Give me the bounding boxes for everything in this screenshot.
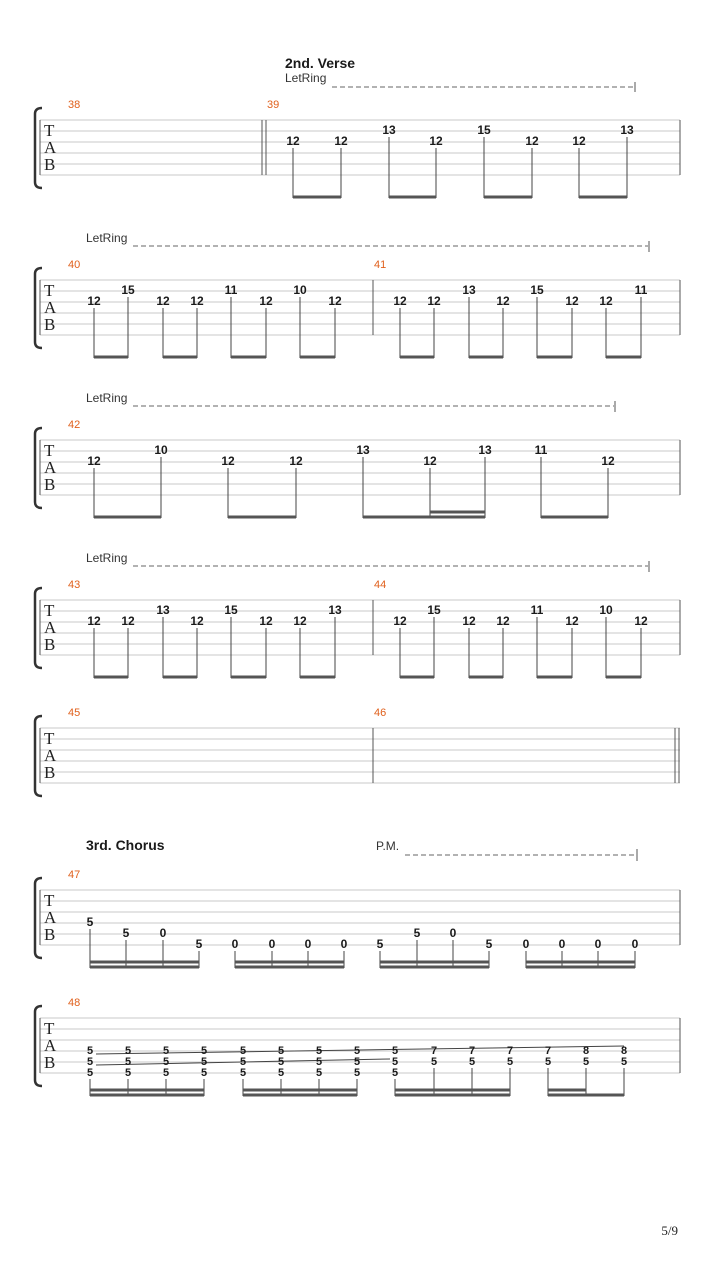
fret-number: 13 — [156, 603, 170, 617]
note-stems — [94, 457, 608, 518]
fret-number: 5 — [277, 1067, 285, 1079]
fret-number: 12 — [87, 614, 101, 628]
tab-letter-a: A — [44, 746, 57, 765]
fret-number: 12 — [525, 134, 539, 148]
section-title-chorus: 3rd. Chorus — [86, 837, 165, 853]
fret-number: 12 — [121, 614, 135, 628]
tab-letter-b: B — [44, 315, 56, 334]
measure-48-chords — [87, 1045, 627, 1079]
fret-number: 7 — [468, 1045, 476, 1057]
tab-letter-b: B — [44, 763, 56, 782]
fret-number: 12 — [496, 614, 510, 628]
measure-39-notes — [286, 123, 634, 198]
fret-number: 12 — [259, 294, 273, 308]
fret-number: 5 — [200, 1045, 208, 1057]
fret-number: 13 — [620, 123, 634, 137]
tab-system-3 — [35, 391, 680, 518]
fret-number: 13 — [462, 283, 476, 297]
measure-number: 44 — [374, 579, 387, 591]
fret-number: 5 — [277, 1045, 285, 1057]
tab-letter-b: B — [44, 1053, 56, 1072]
fret-number: 5 — [391, 1056, 399, 1068]
fret-number: 5 — [544, 1056, 552, 1068]
fret-number: 5 — [413, 926, 421, 940]
fret-number: 5 — [239, 1056, 247, 1068]
page-number: 5/9 — [661, 1223, 678, 1238]
tab-letter-b: B — [44, 155, 56, 174]
fret-number: 0 — [159, 926, 167, 940]
measure-number: 39 — [267, 99, 280, 111]
fret-number: 12 — [427, 294, 441, 308]
fret-number: 5 — [468, 1056, 476, 1068]
fret-number: 5 — [200, 1056, 208, 1068]
fret-number: 12 — [601, 454, 615, 468]
fret-number: 5 — [195, 937, 203, 951]
fret-number: 5 — [86, 1045, 94, 1057]
tab-staff-lines — [40, 890, 680, 945]
fret-number: 15 — [477, 123, 491, 137]
palm-mute-label: P.M. — [376, 839, 400, 853]
fret-number: 0 — [268, 937, 276, 951]
fret-number: 5 — [200, 1067, 208, 1079]
fret-number: 13 — [478, 443, 492, 457]
fret-number: 11 — [224, 283, 238, 297]
fret-number: 12 — [462, 614, 476, 628]
fret-number: 0 — [631, 937, 639, 951]
fret-number: 5 — [239, 1045, 247, 1057]
fret-number: 12 — [259, 614, 273, 628]
tab-letter-t: T — [44, 281, 55, 300]
fret-number: 5 — [315, 1067, 323, 1079]
fret-number: 12 — [599, 294, 613, 308]
measure-43-notes — [87, 603, 342, 628]
fret-number: 12 — [334, 134, 348, 148]
fret-number: 5 — [353, 1045, 361, 1057]
fret-number: 12 — [190, 294, 204, 308]
tab-letter-t: T — [44, 891, 55, 910]
fret-number: 15 — [121, 283, 135, 297]
fret-number: 12 — [286, 134, 300, 148]
fret-number: 5 — [485, 937, 493, 951]
fret-number: 0 — [449, 926, 457, 940]
tab-letter-b: B — [44, 475, 56, 494]
tab-system-7 — [35, 997, 680, 1096]
fret-number: 0 — [558, 937, 566, 951]
tab-letter-a: A — [44, 618, 57, 637]
tab-system-5 — [35, 707, 680, 796]
measure-number: 48 — [68, 997, 81, 1009]
fret-number: 5 — [315, 1045, 323, 1057]
fret-number: 5 — [506, 1056, 514, 1068]
tab-letter-t: T — [44, 601, 55, 620]
measure-41-notes — [393, 283, 647, 308]
fret-number: 8 — [620, 1045, 628, 1057]
tab-staff-lines — [40, 280, 680, 335]
fret-number: 12 — [156, 294, 170, 308]
tab-letter-t: T — [44, 729, 55, 748]
fret-number: 12 — [423, 454, 437, 468]
fret-number: 12 — [565, 294, 579, 308]
measure-number: 46 — [374, 707, 387, 719]
tab-letter-a: A — [44, 298, 57, 317]
fret-number: 5 — [376, 937, 384, 951]
tab-letter-t: T — [44, 121, 55, 140]
fret-number: 15 — [427, 603, 441, 617]
tab-system-1 — [35, 55, 680, 198]
fret-number: 10 — [293, 283, 307, 297]
tab-letter-a: A — [44, 138, 57, 157]
fret-number: 12 — [87, 454, 101, 468]
measure-number: 42 — [68, 419, 81, 431]
let-ring-label: LetRing — [285, 71, 327, 85]
fret-number: 12 — [87, 294, 101, 308]
fret-number: 0 — [340, 937, 348, 951]
fret-number: 5 — [86, 1067, 94, 1079]
fret-number: 5 — [162, 1067, 170, 1079]
tab-letter-t: T — [44, 441, 55, 460]
tab-letter-b: B — [44, 635, 56, 654]
fret-number: 12 — [221, 454, 235, 468]
fret-number: 5 — [239, 1067, 247, 1079]
tab-staff-lines — [40, 600, 680, 655]
measure-number: 38 — [68, 99, 81, 111]
fret-number: 7 — [544, 1045, 552, 1057]
measure-number: 47 — [68, 869, 81, 881]
note-beams — [94, 512, 608, 517]
fret-number: 5 — [124, 1045, 132, 1057]
measure-number: 43 — [68, 579, 81, 591]
note-stems — [94, 617, 641, 678]
section-title-verse: 2nd. Verse — [285, 55, 356, 71]
fret-number: 5 — [124, 1067, 132, 1079]
fret-number: 5 — [391, 1045, 399, 1057]
fret-number: 12 — [393, 614, 407, 628]
fret-number: 7 — [506, 1045, 514, 1057]
fret-number: 15 — [530, 283, 544, 297]
fret-number: 10 — [154, 443, 168, 457]
fret-number: 7 — [430, 1045, 438, 1057]
tab-staff-lines — [40, 728, 680, 783]
measure-42-notes — [87, 443, 615, 468]
tab-letter-b: B — [44, 925, 56, 944]
fret-number: 12 — [429, 134, 443, 148]
measure-number: 41 — [374, 259, 387, 271]
fret-number: 5 — [582, 1056, 590, 1068]
fret-number: 5 — [162, 1045, 170, 1057]
fret-number: 12 — [565, 614, 579, 628]
fret-number: 5 — [353, 1067, 361, 1079]
let-ring-label: LetRing — [86, 551, 128, 565]
note-stems — [94, 297, 641, 358]
fret-number: 11 — [534, 443, 548, 457]
note-beams — [90, 962, 635, 967]
fret-number: 0 — [594, 937, 602, 951]
tab-letter-a: A — [44, 458, 57, 477]
measure-47-notes — [87, 915, 639, 951]
fret-number: 15 — [224, 603, 238, 617]
fret-number: 12 — [328, 294, 342, 308]
fret-number: 5 — [122, 926, 130, 940]
fret-number: 5 — [277, 1056, 285, 1068]
measure-40-notes — [87, 283, 342, 308]
fret-number: 5 — [391, 1067, 399, 1079]
tab-system-4 — [35, 551, 680, 678]
tab-system-2 — [35, 231, 680, 358]
fret-number: 5 — [315, 1056, 323, 1068]
fret-number: 5 — [430, 1056, 438, 1068]
measure-number: 45 — [68, 707, 81, 719]
fret-number: 0 — [231, 937, 239, 951]
fret-number: 5 — [86, 1056, 94, 1068]
fret-number: 11 — [634, 283, 648, 297]
fret-number: 5 — [124, 1056, 132, 1068]
fret-number: 13 — [382, 123, 396, 137]
fret-number: 12 — [496, 294, 510, 308]
tab-letter-t: T — [44, 1019, 55, 1038]
fret-number: 13 — [356, 443, 370, 457]
fret-number: 0 — [304, 937, 312, 951]
fret-number: 12 — [289, 454, 303, 468]
fret-number: 0 — [522, 937, 530, 951]
tab-letter-a: A — [44, 1036, 57, 1055]
fret-number: 8 — [582, 1045, 590, 1057]
fret-number: 13 — [328, 603, 342, 617]
measure-44-notes — [393, 603, 648, 628]
fret-number: 11 — [530, 603, 544, 617]
measure-number: 40 — [68, 259, 81, 271]
fret-number: 12 — [634, 614, 648, 628]
fret-number: 5 — [620, 1056, 628, 1068]
tab-system-6 — [35, 837, 680, 968]
fret-number: 12 — [293, 614, 307, 628]
fret-number: 5 — [86, 915, 94, 929]
fret-number: 5 — [162, 1056, 170, 1068]
fret-number: 12 — [190, 614, 204, 628]
fret-number: 5 — [353, 1056, 361, 1068]
fret-number: 12 — [572, 134, 586, 148]
fret-number: 12 — [393, 294, 407, 308]
let-ring-label: LetRing — [86, 391, 128, 405]
fret-number: 10 — [599, 603, 613, 617]
tab-letter-a: A — [44, 908, 57, 927]
let-ring-label: LetRing — [86, 231, 128, 245]
